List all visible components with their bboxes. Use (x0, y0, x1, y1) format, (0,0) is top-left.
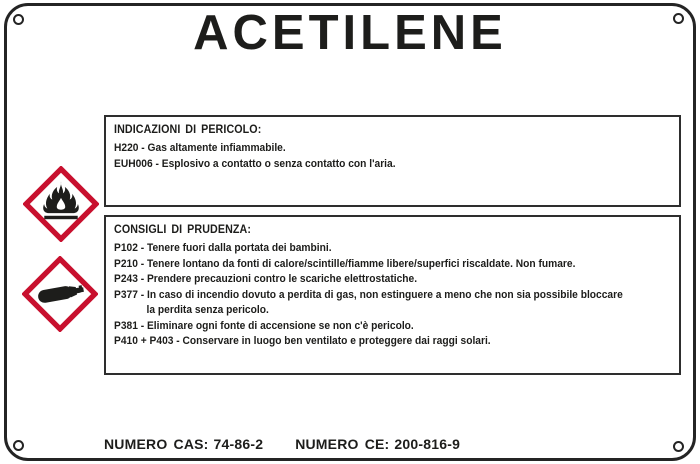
cas-number-label: NUMERO CAS: (104, 436, 209, 452)
hazard-line-h220: H220 - Gas altamente infiammabile. (114, 142, 286, 154)
precaution-line-p381: P381 - Eliminare ogni fonte di accensione se non c'è pericolo. (114, 319, 414, 332)
precaution-line-p243: P243 - Prendere precauzioni contro le scariche elettrostatiche. (114, 273, 418, 285)
registry-numbers (104, 436, 460, 452)
cas-number (104, 436, 263, 452)
hazard-line-euh006: EUH006 - Esplosivo a contatto o senza contatto con l'aria. (114, 157, 396, 170)
precaution-box-title: CONSIGLI DI PRUDENZA: (114, 224, 251, 236)
ce-number (295, 436, 460, 452)
hazard-box-title: INDICAZIONI DI PERICOLO: (114, 124, 262, 136)
hazard-statements-box (104, 115, 681, 207)
precaution-line-p210: P210 - Tenere lontano da fonti di calore/scintille/fiamme libere/superfici riscaldate. Non fumare. (114, 257, 576, 270)
mounting-hole-bottom-left (13, 440, 24, 451)
precaution-line-p377: P377 - In caso di incendio dovuto a perdita di gas, non estinguere a meno che non sia possibile bloccare (114, 288, 623, 301)
ghs-gas-cylinder-icon (22, 256, 98, 332)
precaution-line-p410-p403: P410 + P403 - Conservare in luogo ben ventilato e proteggere dai raggi solari. (114, 335, 491, 347)
sign-title: ACETILENE (193, 6, 507, 60)
cas-number-value: 74-86-2 (213, 436, 264, 452)
precaution-line-p102: P102 - Tenere fuori dalla portata dei bambini. (114, 242, 332, 254)
mounting-hole-bottom-right (673, 441, 684, 452)
ce-number-label: NUMERO CE: (295, 436, 390, 452)
ghs-flame-icon (23, 166, 99, 242)
pictogram-flammable (23, 166, 99, 242)
pictogram-gas-under-pressure (22, 256, 98, 332)
precautionary-statements-box (104, 215, 681, 375)
precaution-line-p377-continuation: la perdita senza pericolo. (146, 304, 269, 316)
ce-number-value: 200-816-9 (394, 436, 461, 452)
